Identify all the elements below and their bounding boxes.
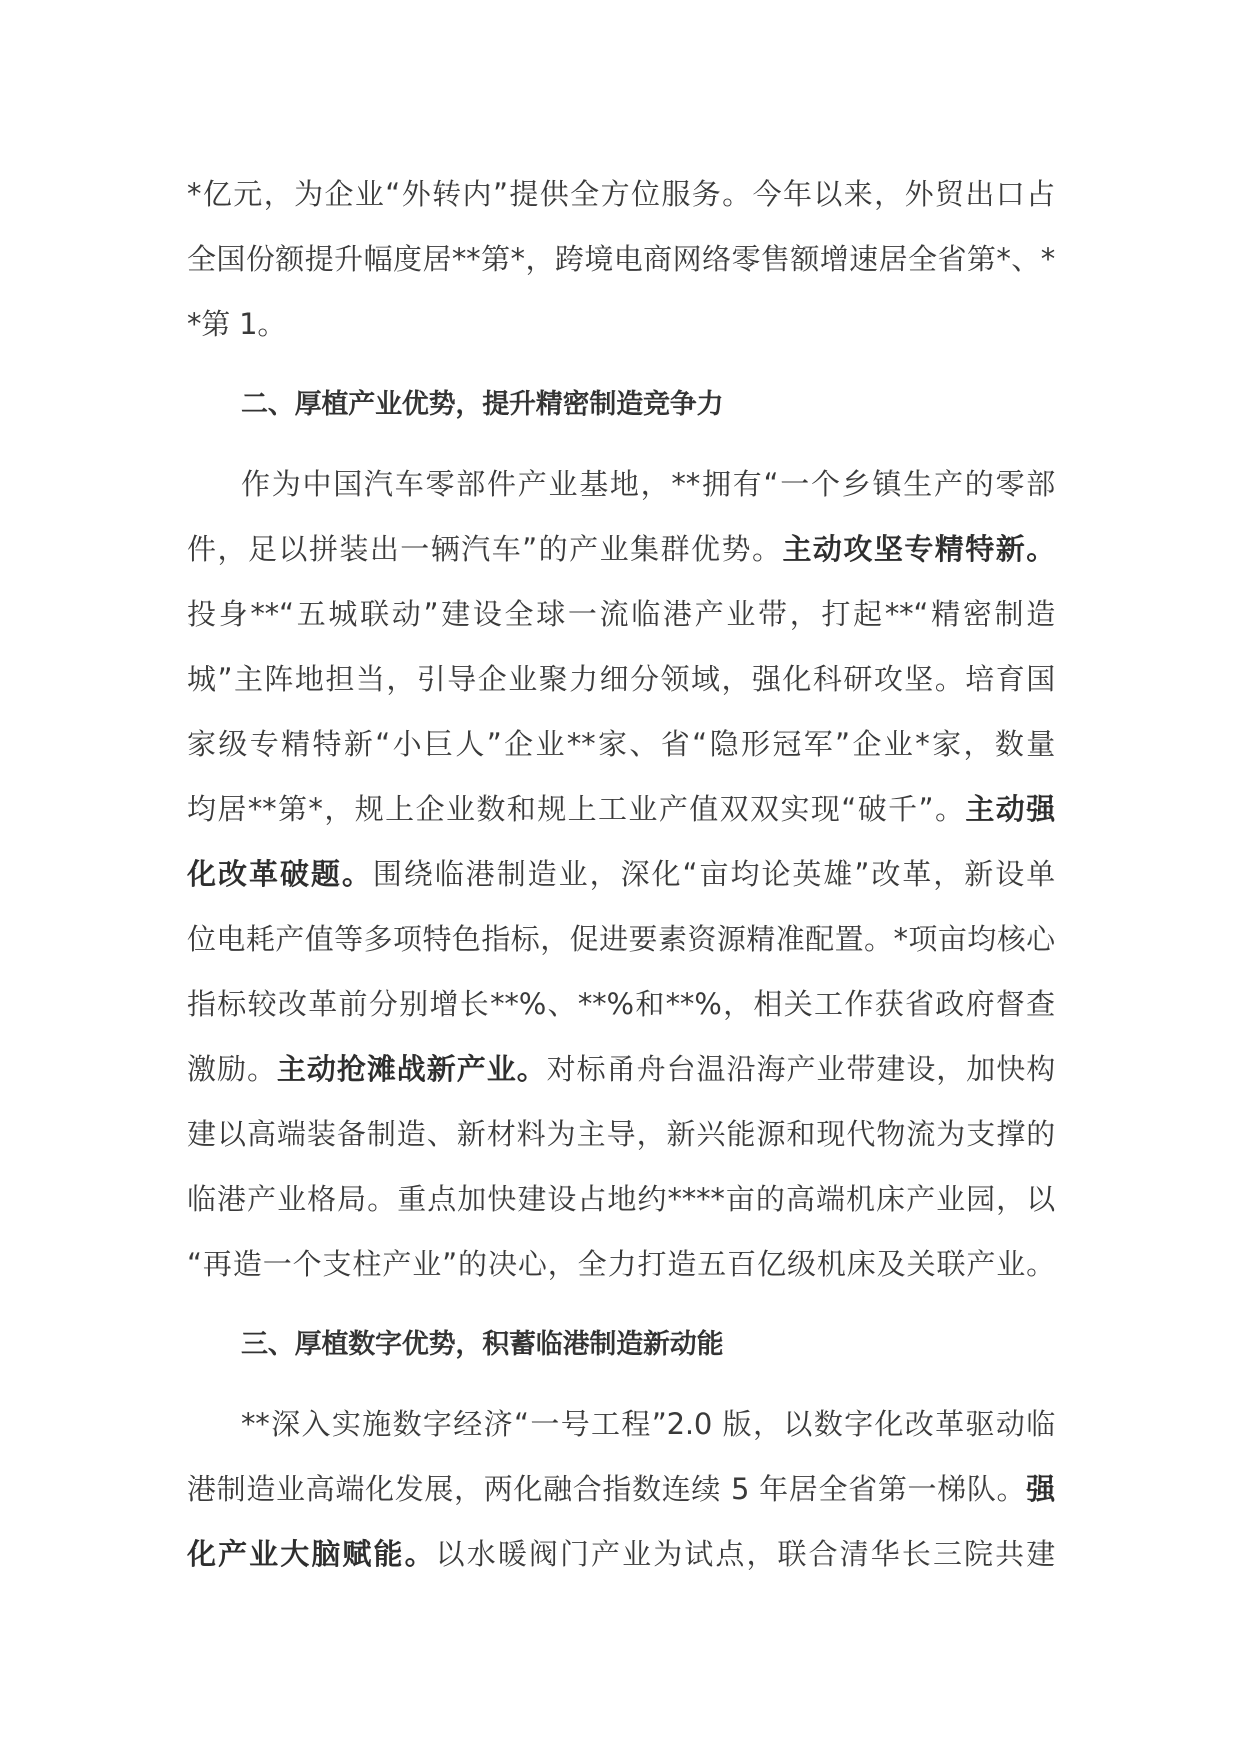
line-text: 港制造业高端化发展，两化融合指数连续 5 年居全省第一梯队。 (187, 1472, 1027, 1506)
paragraph-line: 全国份额提升幅度居**第*，跨境电商网络零售额增速居全省第*、* (187, 242, 1055, 276)
paragraph-line (187, 1037, 1055, 1102)
line-text: 件，足以拼装出一辆汽车”的产业集群优势。 (187, 532, 783, 566)
paragraph-line: *亿元，为企业“外转内”提供全方位服务。今年以来，外贸出口占 (187, 177, 1055, 211)
bold-keyphrase: 化改革破题。 (187, 857, 373, 891)
document-body (187, 162, 1055, 1587)
paragraph-line: *第 1。 (187, 307, 287, 341)
paragraph-line (187, 1522, 1055, 1587)
paragraph-line: 临港产业格局。重点加快建设占地约****亩的高端机床产业园，以 (187, 1182, 1055, 1216)
paragraph-line: 家级专精特新“小巨人”企业**家、省“隐形冠军”企业*家，数量 (187, 727, 1055, 761)
bold-keyphrase: 主动攻坚专精特新。 (782, 532, 1055, 566)
paragraph-line: 城”主阵地担当，引导企业聚力细分领域，强化科研攻坚。培育国 (187, 662, 1055, 696)
line-text: 对标甬舟台温沿海产业带建设，加快构 (546, 1052, 1056, 1086)
line-text: 激励。 (187, 1052, 277, 1086)
paragraph-line: 指标较改革前分别增长**%、**%和**%，相关工作获省政府督查 (187, 987, 1055, 1021)
paragraph-line: 建以高端装备制造、新材料为主导，新兴能源和现代物流为支撑的 (187, 1117, 1055, 1151)
paragraph-line (187, 842, 1055, 907)
section-heading-2: 二、厚植产业优势，提升精密制造竞争力 (241, 389, 724, 420)
line-text: 均居**第*，规上企业数和规上工业产值双双实现“破千”。 (187, 792, 966, 826)
paragraph-line: 投身**“五城联动”建设全球一流临港产业带，打起**“精密制造 (187, 597, 1055, 631)
line-text: 围绕临港制造业，深化“亩均论英雄”改革，新设单 (372, 857, 1055, 891)
paragraph-line (187, 517, 1055, 582)
paragraph-line: “再造一个支柱产业”的决心，全力打造五百亿级机床及关联产业。 (187, 1247, 1055, 1281)
paragraph-line: **深入实施数字经济“一号工程”2.0 版，以数字化改革驱动临 (241, 1407, 1055, 1441)
paragraph-line: 作为中国汽车零部件产业基地，**拥有“一个乡镇生产的零部 (241, 467, 1055, 501)
line-text: 以水暖阀门产业为试点，联合清华长三院共建 (435, 1537, 1055, 1571)
bold-keyphrase: 主动强 (965, 792, 1055, 826)
bold-keyphrase: 主动抢滩战新产业。 (276, 1052, 547, 1086)
section-heading-3: 三、厚植数字优势，积蓄临港制造新动能 (241, 1329, 724, 1360)
paragraph-line (187, 1457, 1055, 1522)
bold-keyphrase: 强 (1026, 1472, 1055, 1506)
paragraph-line: 位电耗产值等多项特色指标，促进要素资源精准配置。*项亩均核心 (187, 922, 1055, 956)
paragraph-line (187, 777, 1055, 842)
bold-keyphrase: 化产业大脑赋能。 (187, 1537, 436, 1571)
